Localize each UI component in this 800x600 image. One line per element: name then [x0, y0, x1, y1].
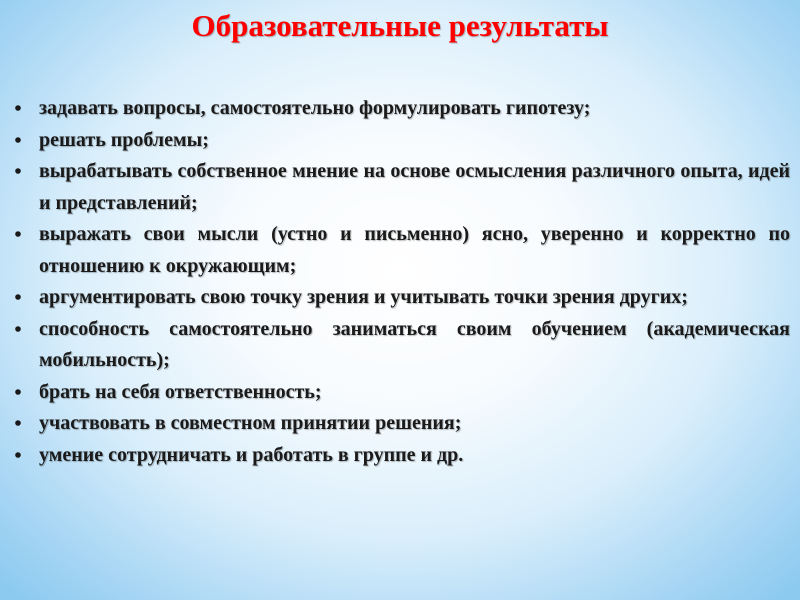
list-item-text: выражать свои мысли (устно и письменно) ясно, уверенно и корректно по отношению к окружающим; [39, 223, 790, 277]
bullet-dot-icon [14, 451, 22, 459]
slide-title: Образовательные результаты [191, 8, 609, 43]
bullet-dot-icon [14, 230, 22, 238]
bullet-dot-icon [14, 293, 22, 301]
list-item [14, 440, 790, 472]
list-item [14, 93, 790, 125]
bullet-dot-icon [14, 419, 22, 427]
bullet-dot-icon [14, 167, 22, 175]
bullet-list [14, 93, 790, 471]
list-item-text: брать на себя ответственность; [39, 380, 322, 403]
bullet-dot-icon [14, 325, 22, 333]
list-item-text: задавать вопросы, самостоятельно формулировать гипотезу; [39, 97, 591, 119]
list-item [14, 156, 790, 219]
list-item-text: способность самостоятельно заниматься своим обучением (академическая мобильность); [39, 317, 790, 371]
list-item [14, 125, 790, 157]
bullet-dot-icon [14, 104, 22, 112]
list-item [14, 282, 790, 314]
list-item [14, 377, 790, 409]
list-item [14, 408, 790, 440]
list-item [14, 219, 790, 282]
list-item-text: умение сотрудничать и работать в группе и др. [39, 443, 464, 466]
list-item [14, 314, 790, 377]
bullet-dot-icon [14, 136, 22, 144]
bullet-dot-icon [14, 388, 22, 396]
list-item-text: аргументировать свою точку зрения и учитывать точки зрения других; [39, 286, 688, 308]
list-item-text: вырабатывать собственное мнение на основе осмысления различного опыта, идей и представлений; [39, 160, 790, 214]
list-item-text: участвовать в совместном принятии решения; [39, 412, 462, 434]
list-item-text: решать проблемы; [39, 128, 209, 151]
